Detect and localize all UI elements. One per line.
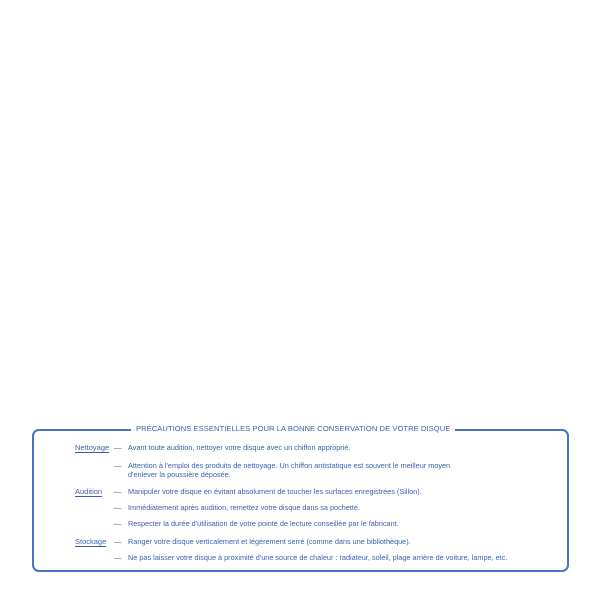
dash: — bbox=[114, 487, 122, 496]
instruction-text: Manipuler votre disque en évitant absolument de toucher les surfaces enregistrées (Sillon). bbox=[128, 487, 422, 496]
instruction-text-continued: d'enlever la poussière déposée. bbox=[128, 470, 231, 479]
dash: — bbox=[114, 503, 122, 512]
dash: — bbox=[114, 537, 122, 546]
instruction-text: Ne pas laisser votre disque à proximité d'une source de chaleur : radiateur, soleil, plage arrière de voiture, lampe, etc. bbox=[128, 553, 508, 562]
instruction-text: Ranger votre disque verticalement et légèrement serré (comme dans une bibliothèque). bbox=[128, 537, 411, 546]
card-title: PRÉCAUTIONS ESSENTIELLES POUR LA BONNE CONSERVATION DE VOTRE DISQUE bbox=[131, 423, 455, 435]
dash: — bbox=[114, 519, 122, 528]
category-stockage: Stockage bbox=[75, 537, 107, 546]
instruction-text: Immédiatement après audition, remettez votre disque dans sa pochette. bbox=[128, 503, 361, 512]
instruction-text: Respecter la durée d'utilisation de votre pointe de lecture conseillée par le fabricant. bbox=[128, 519, 399, 528]
dash: — bbox=[114, 443, 122, 452]
category-audition: Audition bbox=[75, 487, 103, 496]
instruction-text: Avant toute audition, nettoyer votre disque avec un chiffon approprié. bbox=[128, 443, 351, 452]
dash: — bbox=[114, 461, 122, 470]
instruction-text: Attention à l'emploi des produits de nettoyage. Un chiffon antistatique est souvent le meilleur moyen bbox=[128, 461, 451, 470]
category-nettoyage: Nettoyage bbox=[75, 443, 110, 452]
dash: — bbox=[114, 553, 122, 562]
